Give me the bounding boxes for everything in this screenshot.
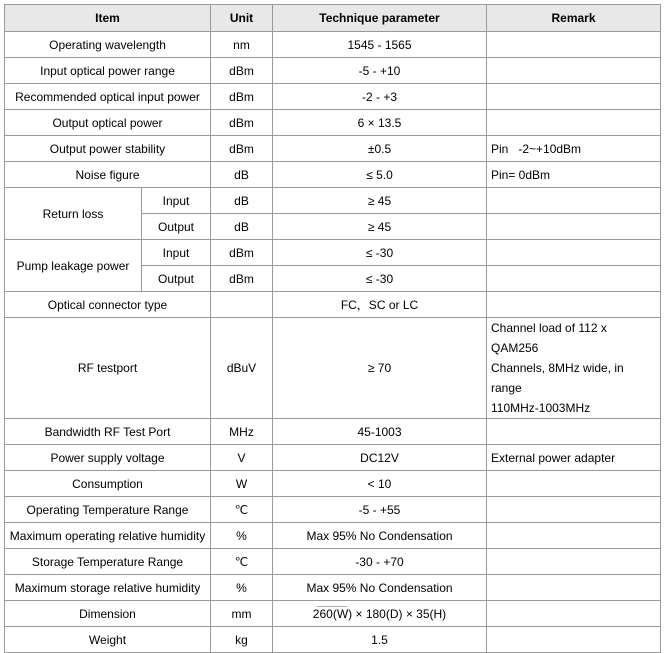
param-cell: ≥ 45: [273, 188, 487, 214]
table-row: [5, 549, 661, 575]
param-cell: 6 × 13.5: [273, 110, 487, 136]
remark-cell: [487, 32, 661, 58]
unit-cell: ℃: [211, 497, 273, 523]
remark-cell: [487, 240, 661, 266]
unit-cell: W: [211, 471, 273, 497]
header-remark: Remark: [487, 5, 661, 32]
param-cell: Max 95% No Condensation: [273, 523, 487, 549]
param-cell: 1.5: [273, 627, 487, 653]
header-param: Technique parameter: [273, 5, 487, 32]
remark-cell: External power adapter: [487, 445, 661, 471]
param-cell: 45-1003: [273, 419, 487, 445]
remark-cell: [487, 84, 661, 110]
param-cell: ±0.5: [273, 136, 487, 162]
sub-item-cell: Input: [142, 188, 211, 214]
remark-cell: [487, 471, 661, 497]
item-cell: Power supply voltage: [5, 445, 211, 471]
item-cell: Input optical power range: [5, 58, 211, 84]
unit-cell: mm: [211, 601, 273, 627]
remark-line: Channels, 8MHz wide, in range: [491, 361, 624, 395]
remark-cell: [487, 601, 661, 627]
table-row: [5, 445, 661, 471]
table-row: [5, 162, 661, 188]
param-cell: ≥ 70: [273, 318, 487, 419]
table-row: [5, 32, 661, 58]
param-cell: ≤ -30: [273, 266, 487, 292]
table-row: [5, 84, 661, 110]
table-row: [5, 627, 661, 653]
item-cell: Output optical power: [5, 110, 211, 136]
unit-cell: dBm: [211, 110, 273, 136]
remark-cell: Pin -2~+10dBm: [487, 136, 661, 162]
remark-cell: [487, 497, 661, 523]
sub-item-cell: Input: [142, 240, 211, 266]
group-item-cell: Pump leakage power: [5, 240, 142, 292]
remark-cell: [487, 419, 661, 445]
item-cell: Output power stability: [5, 136, 211, 162]
table-row: [5, 318, 661, 419]
item-cell: Dimension: [5, 601, 211, 627]
param-cell: -30 - +70: [273, 549, 487, 575]
table-row: [5, 136, 661, 162]
unit-cell: dB: [211, 214, 273, 240]
table-row: [5, 58, 661, 84]
unit-cell: dBm: [211, 266, 273, 292]
table-row: [5, 601, 661, 627]
header-item: Item: [5, 5, 211, 32]
unit-cell: ℃: [211, 549, 273, 575]
unit-cell: MHz: [211, 419, 273, 445]
item-cell: Storage Temperature Range: [5, 549, 211, 575]
unit-cell: dBm: [211, 136, 273, 162]
remark-cell: Pin= 0dBm: [487, 162, 661, 188]
param-cell: ≤ 5.0: [273, 162, 487, 188]
table-row: [5, 292, 661, 318]
item-cell: Weight: [5, 627, 211, 653]
item-cell: Consumption: [5, 471, 211, 497]
unit-cell: [211, 292, 273, 318]
param-cell: ≥ 45: [273, 214, 487, 240]
unit-cell: dBm: [211, 58, 273, 84]
param-cell: FC，SC or LC: [273, 292, 487, 318]
remark-cell: [487, 318, 661, 419]
remark-cell: [487, 292, 661, 318]
unit-cell: %: [211, 523, 273, 549]
remark-cell: [487, 575, 661, 601]
remark-cell: [487, 188, 661, 214]
table-row: [5, 188, 661, 214]
group-item-cell: Return loss: [5, 188, 142, 240]
table-row: [5, 471, 661, 497]
item-cell: Operating wavelength: [5, 32, 211, 58]
table-row: [5, 240, 661, 266]
remark-cell: [487, 266, 661, 292]
param-cell: DC12V: [273, 445, 487, 471]
unit-cell: dBm: [211, 240, 273, 266]
header-row: [5, 5, 661, 32]
unit-cell: dB: [211, 162, 273, 188]
item-cell: Optical connector type: [5, 292, 211, 318]
remark-cell: [487, 58, 661, 84]
table-row: [5, 110, 661, 136]
item-cell: Bandwidth RF Test Port: [5, 419, 211, 445]
remark-cell: [487, 627, 661, 653]
sub-item-cell: Output: [142, 266, 211, 292]
remark-cell: [487, 214, 661, 240]
unit-cell: kg: [211, 627, 273, 653]
item-cell: RF testport: [5, 318, 211, 419]
table-row: [5, 523, 661, 549]
remark-line: Channel load of 112 x QAM256: [491, 321, 607, 355]
remark-cell: [487, 110, 661, 136]
remark-cell: [487, 549, 661, 575]
divider: [317, 606, 347, 607]
remark-line: 110MHz-1003MHz: [491, 401, 591, 415]
unit-cell: dBuV: [211, 318, 273, 419]
header-unit: Unit: [211, 5, 273, 32]
param-cell: Max 95% No Condensation: [273, 575, 487, 601]
table-row: [5, 419, 661, 445]
param-cell: -5 - +55: [273, 497, 487, 523]
spec-table: [4, 4, 661, 653]
item-cell: Operating Temperature Range: [5, 497, 211, 523]
item-cell: Noise figure: [5, 162, 211, 188]
table-row: [5, 575, 661, 601]
param-cell: -2 - +3: [273, 84, 487, 110]
table-row: [5, 497, 661, 523]
sub-item-cell: Output: [142, 214, 211, 240]
unit-cell: dB: [211, 188, 273, 214]
item-cell: Maximum operating relative humidity: [5, 523, 211, 549]
param-cell: ≤ -30: [273, 240, 487, 266]
remark-cell: [487, 523, 661, 549]
param-cell: < 10: [273, 471, 487, 497]
unit-cell: %: [211, 575, 273, 601]
param-cell: -5 - +10: [273, 58, 487, 84]
item-cell: Recommended optical input power: [5, 84, 211, 110]
item-cell: Maximum storage relative humidity: [5, 575, 211, 601]
unit-cell: V: [211, 445, 273, 471]
unit-cell: dBm: [211, 84, 273, 110]
param-cell: 260(W) × 180(D) × 35(H): [273, 601, 487, 627]
unit-cell: nm: [211, 32, 273, 58]
param-cell: 1545 - 1565: [273, 32, 487, 58]
